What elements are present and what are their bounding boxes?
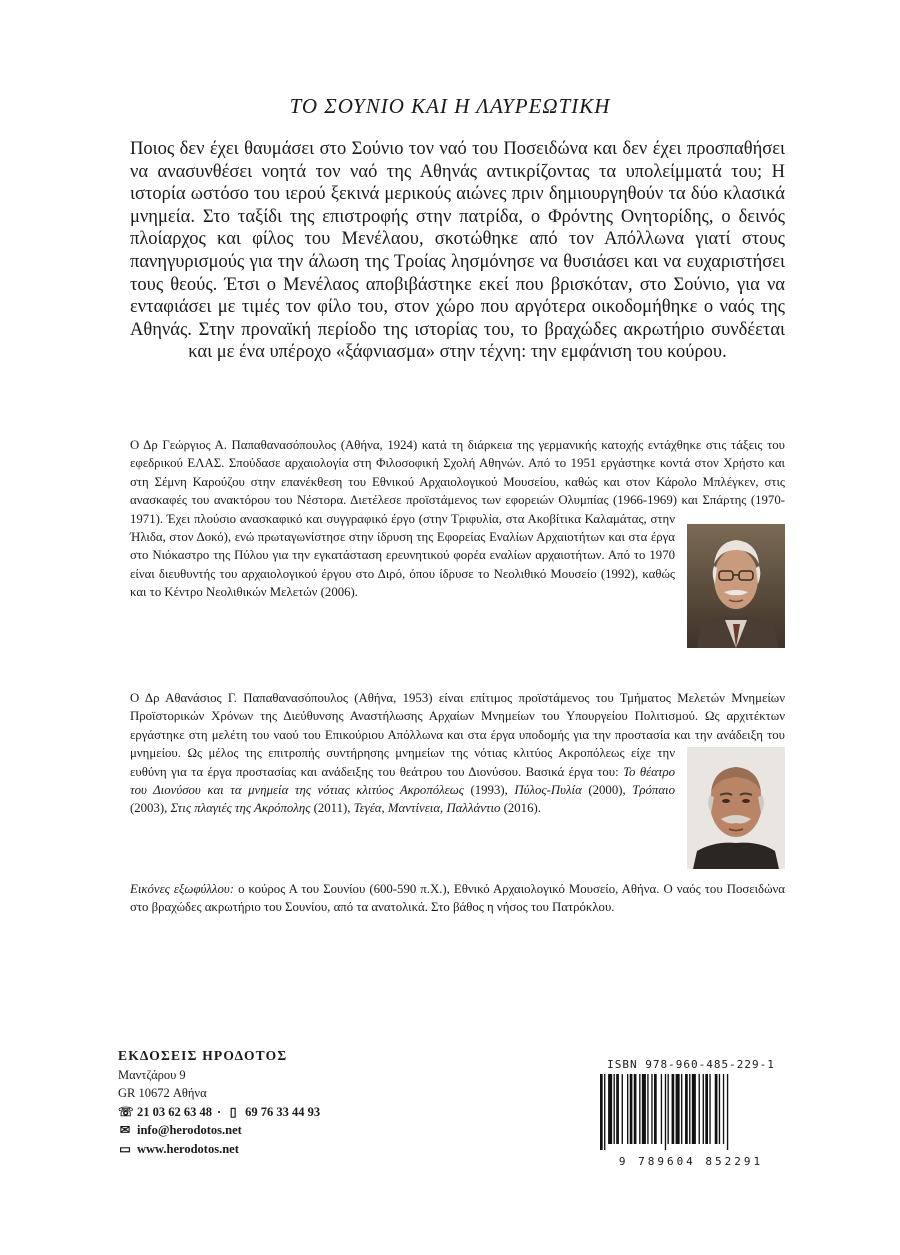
barcode-bar (668, 1074, 669, 1144)
barcode-bar (622, 1074, 623, 1144)
blurb-paragraph: Ποιος δεν έχει θαυμάσει στο Σούνιο τον ναό του Ποσειδώνα και δεν έχει προσπαθήσει να ανασυνθέσει νοητά τον ναό της Αθηνάς αντικρίζοντας τα υπολείμματά του; Η ιστορία ωστόσο του ιερού ξεκινά μερικούς αιώνες πριν δημιουργηθούν τα δύο κλασικά μνημεία. Στο ταξίδι της επιστροφής στην πατρίδα, ο Φρόντης Ονητορίδης, ο δεινός πλοίαρχος και φίλος του Μενέλαου, σκοτώθηκε από τον Απόλλωνα γιατί στους πανηγυρισμούς για την άλωση της Τροίας λησμόνησε να θυσιάσει και να ευχαριστήσει τους θεούς. Έτσι ο Μενέλαος αποβιβάστηκε εκεί που βρισκόταν, στο Σούνιο, για να ενταφιάσει με τιμές τον φίλο του, στον χώρο που αργότερα οικοδομήθηκε ο ναός της Αθηνάς. Στην προναϊκή περίοδο της ιστορίας του, το βραχώδες ακρωτήριο συνδέεται και με ένα υπέροχο «ξάφνιασμα» στην τέχνη: την εμφάνιση του κούρου. (130, 139, 785, 363)
barcode-bar (685, 1074, 688, 1144)
barcode-bar (723, 1074, 724, 1144)
barcode-bar (727, 1074, 728, 1150)
author-bio-2-text: Ο Δρ Αθανάσιος Γ. Παπαθανασόπουλος (Αθήνα, 1953) είναι επίτιμος προϊστάμενος του Τμήματος Μελετών Μνημείων Προϊστορικών Χρόνων της Διεύθυνσης Αναστήλωσης Αρχαίων Μνημείων του Υπουργείου Πολιτισμού. Ως αρχιτέκτων εργάστηκε στη μελέτη του ναού του Επικούριου Απόλλωνα και στα έργα υποδομής για την προστασία και την ανάδειξη του μνημείου. Ως μέλος της επιτροπής συντήρησης μνημείων της νότιας κλιτύος Ακροπόλεως είχε την ευθύνη για τα έργα προστασίας και ανάδειξης του θεάτρου του Διονύσου. Βασικά έργα του: (130, 691, 785, 779)
cover-credits (130, 880, 785, 917)
barcode-bar (699, 1074, 700, 1144)
author-bio-2 (130, 689, 785, 865)
barcode-bar (665, 1074, 666, 1150)
barcode-bar (689, 1074, 690, 1144)
publisher-info (118, 1047, 320, 1159)
work-title: Τεγέα, Μαντίνεια, Παλλάντιο (353, 801, 501, 816)
barcode-bar (639, 1074, 640, 1144)
work-title: Τρόπαιο (632, 783, 675, 798)
barcode-bar (614, 1074, 615, 1144)
cover-credits-label: Εικόνες εξωφύλλου: (130, 882, 235, 896)
publisher-mobile: 69 76 33 44 93 (245, 1104, 321, 1119)
work-title: Στις πλαγιές της Ακρόπολης (170, 801, 311, 816)
barcode-bars (596, 1074, 786, 1150)
barcode-bar (651, 1074, 652, 1144)
publisher-city: GR 10672 Αθήνα (118, 1086, 207, 1101)
barcode-bar (634, 1074, 637, 1144)
author-bio-1-text: Ο Δρ Γεώργιος Α. Παπαθανασόπουλος (Αθήνα, 1924) κατά τη διάρκεια της γερμανικής κατοχής εντάχθηκε στις τάξεις του εφεδρικού ΕΛΑΣ. Σπούδασε αρχαιολογία στη Φιλοσοφική Σχολή Αθηνών. Από το 1951 εργάστηκε κοντά στον Χρήστο και στη Σέμνη Καρούζου στην επανέκθεση του Εθνικού Αρχαιολογικού Μουσείου, καθώς και στον Κάρολο Μπλέγκεν, στις ανασκαφές του ανακτόρου του Νέστορα. Διετέλεσε προϊστάμενος των εφορειών Ολυμπίας (1966-1969) και Σπάρτης (1970-1971). Έχει πλούσιο ανασκαφικό και συγγραφικό έργο (στην Τριφυλία, στα Ακοβίτικα Καλαμάτας, στην Ήλιδα, στον Δοκό), ενώ πρωταγωνίστησε στην ίδρυση της Εφορείας Εναλίων Αρχαιοτήτων και στα έργα στο Νιόκαστρο της Πύλου για την εγκατάσταση ερευνητικού φορέα εναλίων αρχαιοτήτων. Από το 1970 είναι διευθυντής του αρχαιολογικού έργου στο Διρό, όπου ίδρυσε το Νεολιθικό Μουσείο (1992), καθώς και το Κέντρο Νεολιθικών Μελετών (2006). (130, 438, 785, 600)
barcode-bar (692, 1074, 696, 1144)
barcode-bar (647, 1074, 648, 1144)
barcode-digits: 9 789604 852291 (618, 1155, 764, 1168)
barcode-bar (604, 1074, 605, 1150)
mobile-icon: ▯ (229, 1104, 237, 1119)
computer-icon: ▭ (119, 1141, 131, 1156)
barcode-bar (681, 1074, 682, 1144)
author-bio-1 (130, 436, 785, 664)
book-title: ΤΟ ΣΟΥΝΙΟ ΚΑΙ Η ΛΑΥΡΕΩΤΙΚΗ (289, 94, 611, 118)
publisher-name: ΕΚΔΟΣΕΙΣ ΗΡΟΔΟΤΟΣ (118, 1048, 288, 1063)
publisher-street: Μαντζάρου 9 (118, 1067, 186, 1082)
publisher-phones (118, 1103, 320, 1122)
work-title: Πύλος-Πυλία (514, 783, 582, 798)
barcode-bar (715, 1074, 718, 1144)
barcode-bar (600, 1074, 603, 1150)
barcode-bar (627, 1074, 628, 1144)
email-icon: ✉ (119, 1123, 131, 1138)
author-photo-2 (687, 747, 785, 869)
separator-dot: · (217, 1104, 222, 1119)
barcode-bar (705, 1074, 708, 1144)
phone-icon: ☏ (118, 1104, 134, 1119)
barcode-bar (709, 1074, 710, 1144)
work-year: (2016). (500, 801, 541, 816)
barcode-bar (703, 1074, 704, 1144)
barcode-bar (676, 1074, 680, 1144)
work-year: (1993), (463, 783, 515, 798)
publisher-email: info@herodotos.net (137, 1123, 242, 1138)
barcode-bar (630, 1074, 633, 1144)
barcode-bar (654, 1074, 657, 1144)
isbn-number: ISBN 978-960-485-229-1 (607, 1058, 775, 1071)
author-photo-1 (687, 524, 785, 648)
publisher-web: www.herodotos.net (137, 1141, 239, 1156)
barcode-bar (719, 1074, 720, 1144)
publisher-web-line (118, 1140, 320, 1159)
isbn-barcode (596, 1058, 786, 1173)
work-year: (2011), (310, 801, 354, 816)
work-year: (2000), (581, 783, 633, 798)
barcode-bar (616, 1074, 619, 1144)
work-title: Το θέατρο του Διονύσου και τα μνημεία της νότιας κλιτύος Ακροπόλεως (130, 764, 675, 798)
barcode-bar (672, 1074, 675, 1144)
barcode-bar (642, 1074, 646, 1144)
publisher-phone: 21 03 62 63 48 (137, 1104, 212, 1119)
barcode-bar (608, 1074, 612, 1144)
cover-credits-text: ο κούρος Α του Σουνίου (600-590 π.Χ.), Εθνικό Αρχαιολογικό Μουσείο, Αθήνα. Ο ναός του Ποσειδώνα στο βραχώδες ακρωτήριο του Σουνίου, από τα ανατολικά. Στο βάθος η νήσος του Πατρόκλου. (130, 882, 786, 915)
publisher-email-line (118, 1121, 320, 1140)
work-year: (2003), (130, 801, 171, 816)
barcode-bar (661, 1074, 662, 1144)
